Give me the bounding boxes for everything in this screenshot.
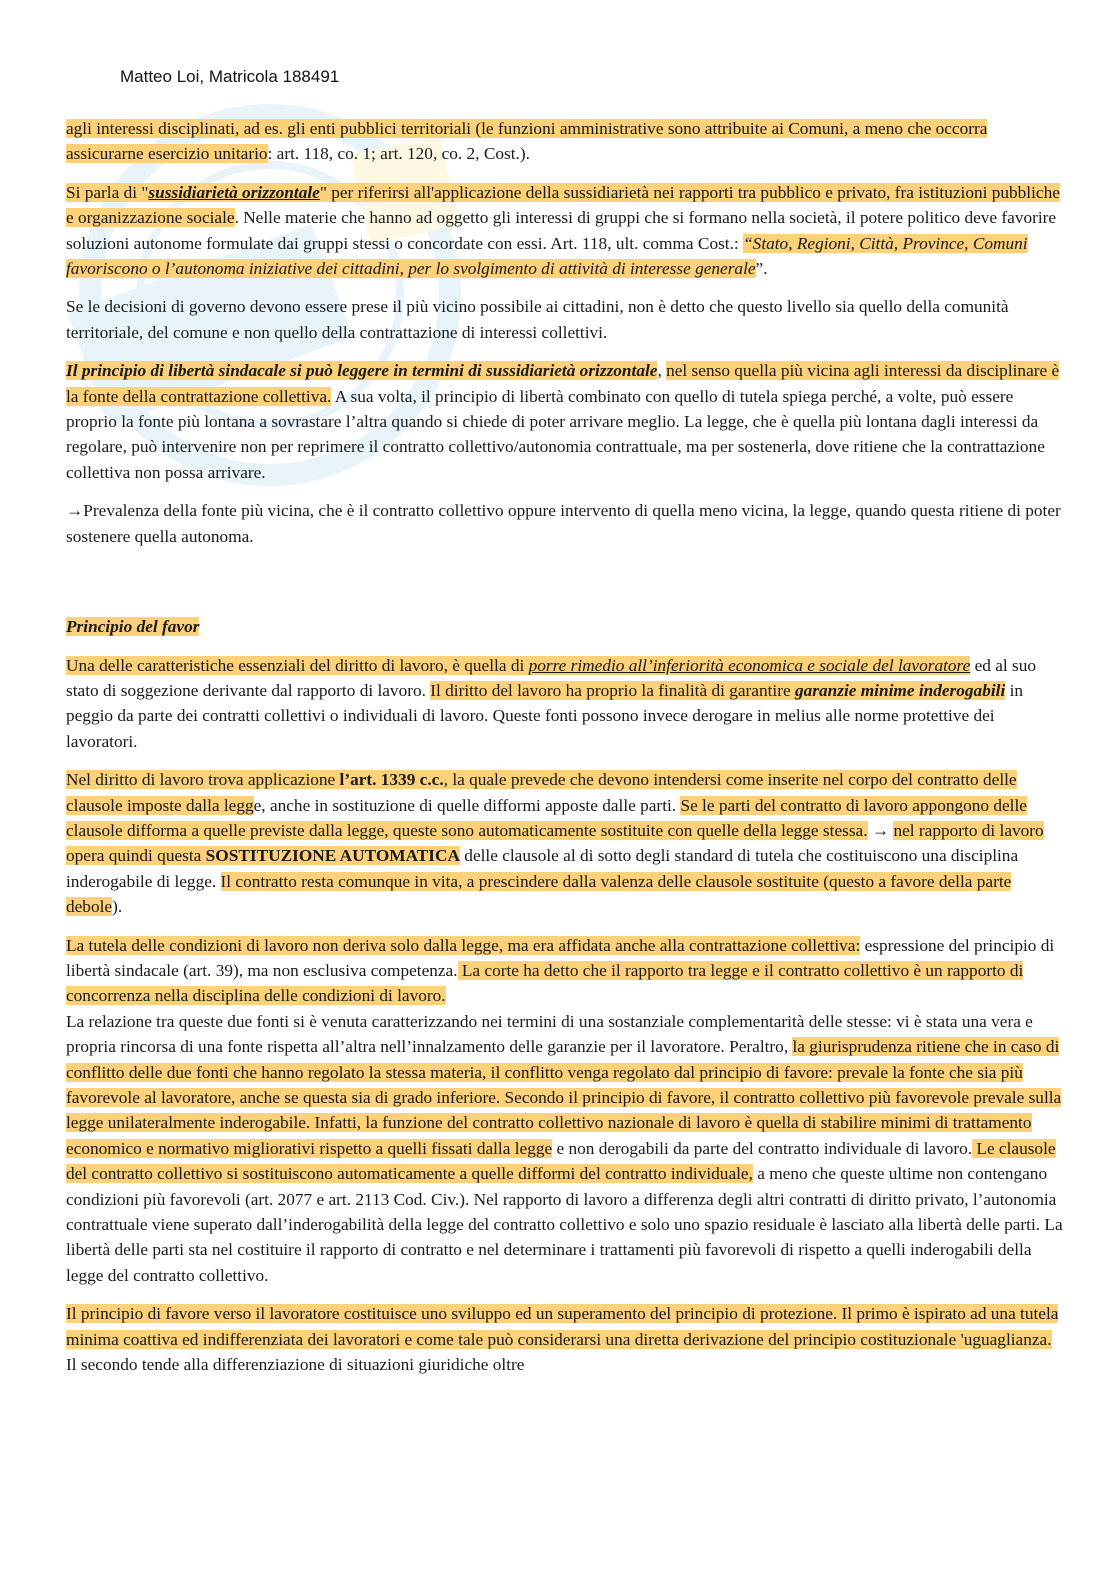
highlight: nel rapporto di lavoro opera quindi questa SOSTITUZIONE AUTOMATICA [66,820,1044,866]
paragraph-3: Se le decisioni di governo devono essere prese il più vicino possibile ai cittadini, non è detto che questo livello sia quello della comunità territoriale, del comune e non quello della contrattazione di interessi collettivi. [66,297,1009,342]
highlight: La tutela delle condizioni di lavoro non deriva solo dalla legge, ma era affidata anche alla contrattazione collettiva: [66,935,861,955]
highlight: Il principio di favore verso il lavoratore costituisce uno sviluppo ed un superamento del principio di protezione. Il primo è ispirato ad una tutela minima coattiva ed indifferenziata dei lavoratori e come tale può considerarsi una diretta derivazione del principio costituzionale 'uguaglianza. [66,1304,1059,1349]
paragraph-6: Una delle caratteristiche essenziali del diritto di lavoro, è quella di porre rimedio all’inferiorità economica e sociale del lavoratore ed al suo stato di soggezione derivante dal rapporto di lavoro. Il diritto del lavoro ha proprio la finalità di garantire garanzie minime inderogabili in peggio da parte dei contratti collettivi o individuali di lavoro. Queste fonti possono invece derogare in melius alle norme protettive dei lavoratori. [66,655,1037,751]
highlight: La corte ha detto che il rapporto tra legge e il contratto collettivo è un rapporto di concorrenza nella disciplina delle condizioni di lavoro. [66,960,1024,1006]
paragraph-5: →Prevalenza della fonte più vicina, che è il contratto collettivo oppure intervento di quella meno vicina, la legge, quando questa ritiene di poter sostenere quella autonoma. [66,501,1061,546]
highlight-bold: Il principio di libertà sindacale si può leggere in termini di sussidiarietà orizzontale [66,361,658,381]
highlight: la giurisprudenza ritiene che in caso di conflitto delle due fonti che hanno regolato la stessa materia, il conflitto venga regolato dal principio di favore: prevale la fonte che sia più favorevole al lavoratore, anche se questa sia di grado inferiore. Secondo il principio di favore, il contratto collettivo più favorevole prevale sulla legge unilateralmente inderogabile. Infatti, la funzione del contratto collettivo nazionale di lavoro è quella di stabilire minimi di trattamento economico e normativo migliorativi rispetto a quelli fissati dalla legge [66,1037,1062,1158]
section-title: Principio del favor [66,617,200,637]
highlight: Il diritto del lavoro ha proprio la finalità di garantire garanzie minime inderogabili [430,680,1006,700]
highlight: Le clausole del contratto collettivo si sostituiscono automaticamente a quelle difformi del contratto individuale, [66,1138,1056,1184]
document-body [66,116,1066,1390]
paragraph-1: agli interessi disciplinati, ad es. gli enti pubblici territoriali (le funzioni amministrative sono attribuite ai Comuni, a meno che occorra assicurarne esercizio unitario: art. 118, co. 1; art. 120, co. 2, Cost.). [66,119,988,164]
highlight: Se le parti del contratto di lavoro appongono delle clausole difforma a quelle previste dalla legge, queste sono automaticamente sostituite con quelle della legge stessa. [66,795,1027,840]
highlight: Si parla di "sussidiarietà orizzontale" per riferirsi all'applicazione della sussidiarietà nei rapporti tra pubblico e privato, fra istituzioni pubbliche e organizzazione sociale [66,182,1060,228]
paragraph-2: Si parla di "sussidiarietà orizzontale" per riferirsi all'applicazione della sussidiarietà nei rapporti tra pubblico e privato, fra istituzioni pubbliche e organizzazione sociale. Nelle materie che hanno ad oggetto gli interessi di gruppi che si formano nella società, il potere politico deve favorire soluzioni autonome formulate dai gruppi stessi o concordate con essi. Art. 118, ult. comma Cost.: “Stato, Regioni, Città, Province, Comuni favoriscono o l’autonoma iniziative dei cittadini, per lo svolgimento di attività di interesse generale”. [66,182,1060,279]
highlight: Nel diritto di lavoro trova applicazione l’art. 1339 c.c., la quale prevede che devono intendersi come inserite nel corpo del contratto delle clausole imposte dalla legg [66,770,1017,815]
paragraph-8: La tutela delle condizioni di lavoro non deriva solo dalla legge, ma era affidata anche alla contrattazione collettiva: espressione del principio di libertà sindacale (art. 39), ma non esclusiva competenza. La corte ha detto che il rapporto tra legge e il contratto collettivo è un rapporto di concorrenza nella disciplina delle condizioni di lavoro. La relazione tra queste due fonti si è venuta caratterizzando nei termini di una sostanziale complementarità delle stesse: vi è stata una vera e propria rincorsa di una fonte rispetta all’altra nell’innalzamento delle garanzie per il lavoratore. Peraltro, la giurisprudenza ritiene che in caso di conflitto delle due fonti che hanno regolato la stessa materia, il conflitto venga regolato dal principio di favore: prevale la fonte che sia più favorevole al lavoratore, anche se questa sia di grado inferiore. Secondo il principio di favore, il contratto collettivo più favorevole prevale sulla legge unilateralmente inderogabile. Infatti, la funzione del contratto collettivo nazionale di lavoro è quella di stabilire minimi di trattamento economico e normativo migliorativi rispetto a quelli fissati dalla legge e non derogabili da parte del contratto individuale di lavoro. Le clausole del contratto collettivo si sostituiscono automaticamente a quelle difformi del contratto individuale, a meno che queste ultime non contengano condizioni più favorevoli (art. 2077 e art. 2113 Cod. Civ.). Nel rapporto di lavoro a differenza degli altri contratti di diritto privato, l’autonomia contrattuale viene superato dall’inderogabilità della legge del contratto collettivo e solo uno spazio residuale è lasciato alla libertà delle parti. La libertà delle parti sta nel costituire il rapporto di contratto e nel determinare i trattamenti più favorevoli di rispetto a quelli inderogabili della legge del contratto collettivo. [66,935,1063,1285]
page-header-author: Matteo Loi, Matricola 188491 [120,67,340,86]
term-sussidiarieta-orizzontale: sussidiarietà orizzontale [148,182,320,202]
highlight: agli interessi disciplinati, ad es. gli enti pubblici territoriali (le funzioni amministrative sono attribuite ai Comuni, a meno che occorra assicurarne esercizio unitario [66,119,988,164]
paragraph-7: Nel diritto di lavoro trova applicazione l’art. 1339 c.c., la quale prevede che devono intendersi come inserite nel corpo del contratto delle clausole imposte dalla legge, anche in sostituzione di quelle difformi apposte dalle parti. Se le parti del contratto di lavoro appongono delle clausole difforma a quelle previste dalla legge, queste sono automaticamente sostituite con quelle della legge stessa. → nel rapporto di lavoro opera quindi questa SOSTITUZIONE AUTOMATICA delle clausole al di sotto degli standard di tutela che costituiscono una disciplina inderogabile di legge. Il contratto resta comunque in vita, a prescindere dalla valenza delle clausole sostituite (questo a favore della parte debole). [66,770,1044,917]
highlight: nel senso quella più vicina agli interessi da disciplinare è la fonte della contrattazione collettiva. [66,361,1060,406]
highlight: Una delle caratteristiche essenziali del diritto di lavoro, è quella di porre rimedio all’inferiorità economica e sociale del lavoratore [66,655,971,675]
paragraph-9: Il principio di favore verso il lavoratore costituisce uno sviluppo ed un superamento del principio di protezione. Il primo è ispirato ad una tutela minima coattiva ed indifferenziata dei lavoratori e come tale può considerarsi una diretta derivazione del principio costituzionale 'uguaglianza. Il secondo tende alla differenziazione di situazioni giuridiche oltre [66,1304,1059,1375]
paragraph-4: Il principio di libertà sindacale si può leggere in termini di sussidiarietà orizzontale, nel senso quella più vicina agli interessi da disciplinare è la fonte della contrattazione collettiva. A sua volta, il principio di libertà combinato con quello di tutela spiega perché, a volte, può essere proprio la fonte più lontana a sovrastare l’altra quando si chiede di poter arrivare meglio. La legge, che è quella più lontana dagli interessi da regolare, può intervenire non per reprimere il contratto collettivo/autonomia contrattuale, ma per sostenerla, dove ritiene che la contrattazione collettiva non possa arrivare. [66,361,1060,482]
constitution-quote: “Stato, Regioni, Città, Province, Comuni favoriscono o l’autonoma iniziative dei cittadini, per lo svolgimento di attività di interesse generale [66,233,1028,279]
highlight: Il contratto resta comunque in vita, a prescindere dalla valenza delle clausole sostituite (questo a favore della parte debole [66,871,1012,917]
